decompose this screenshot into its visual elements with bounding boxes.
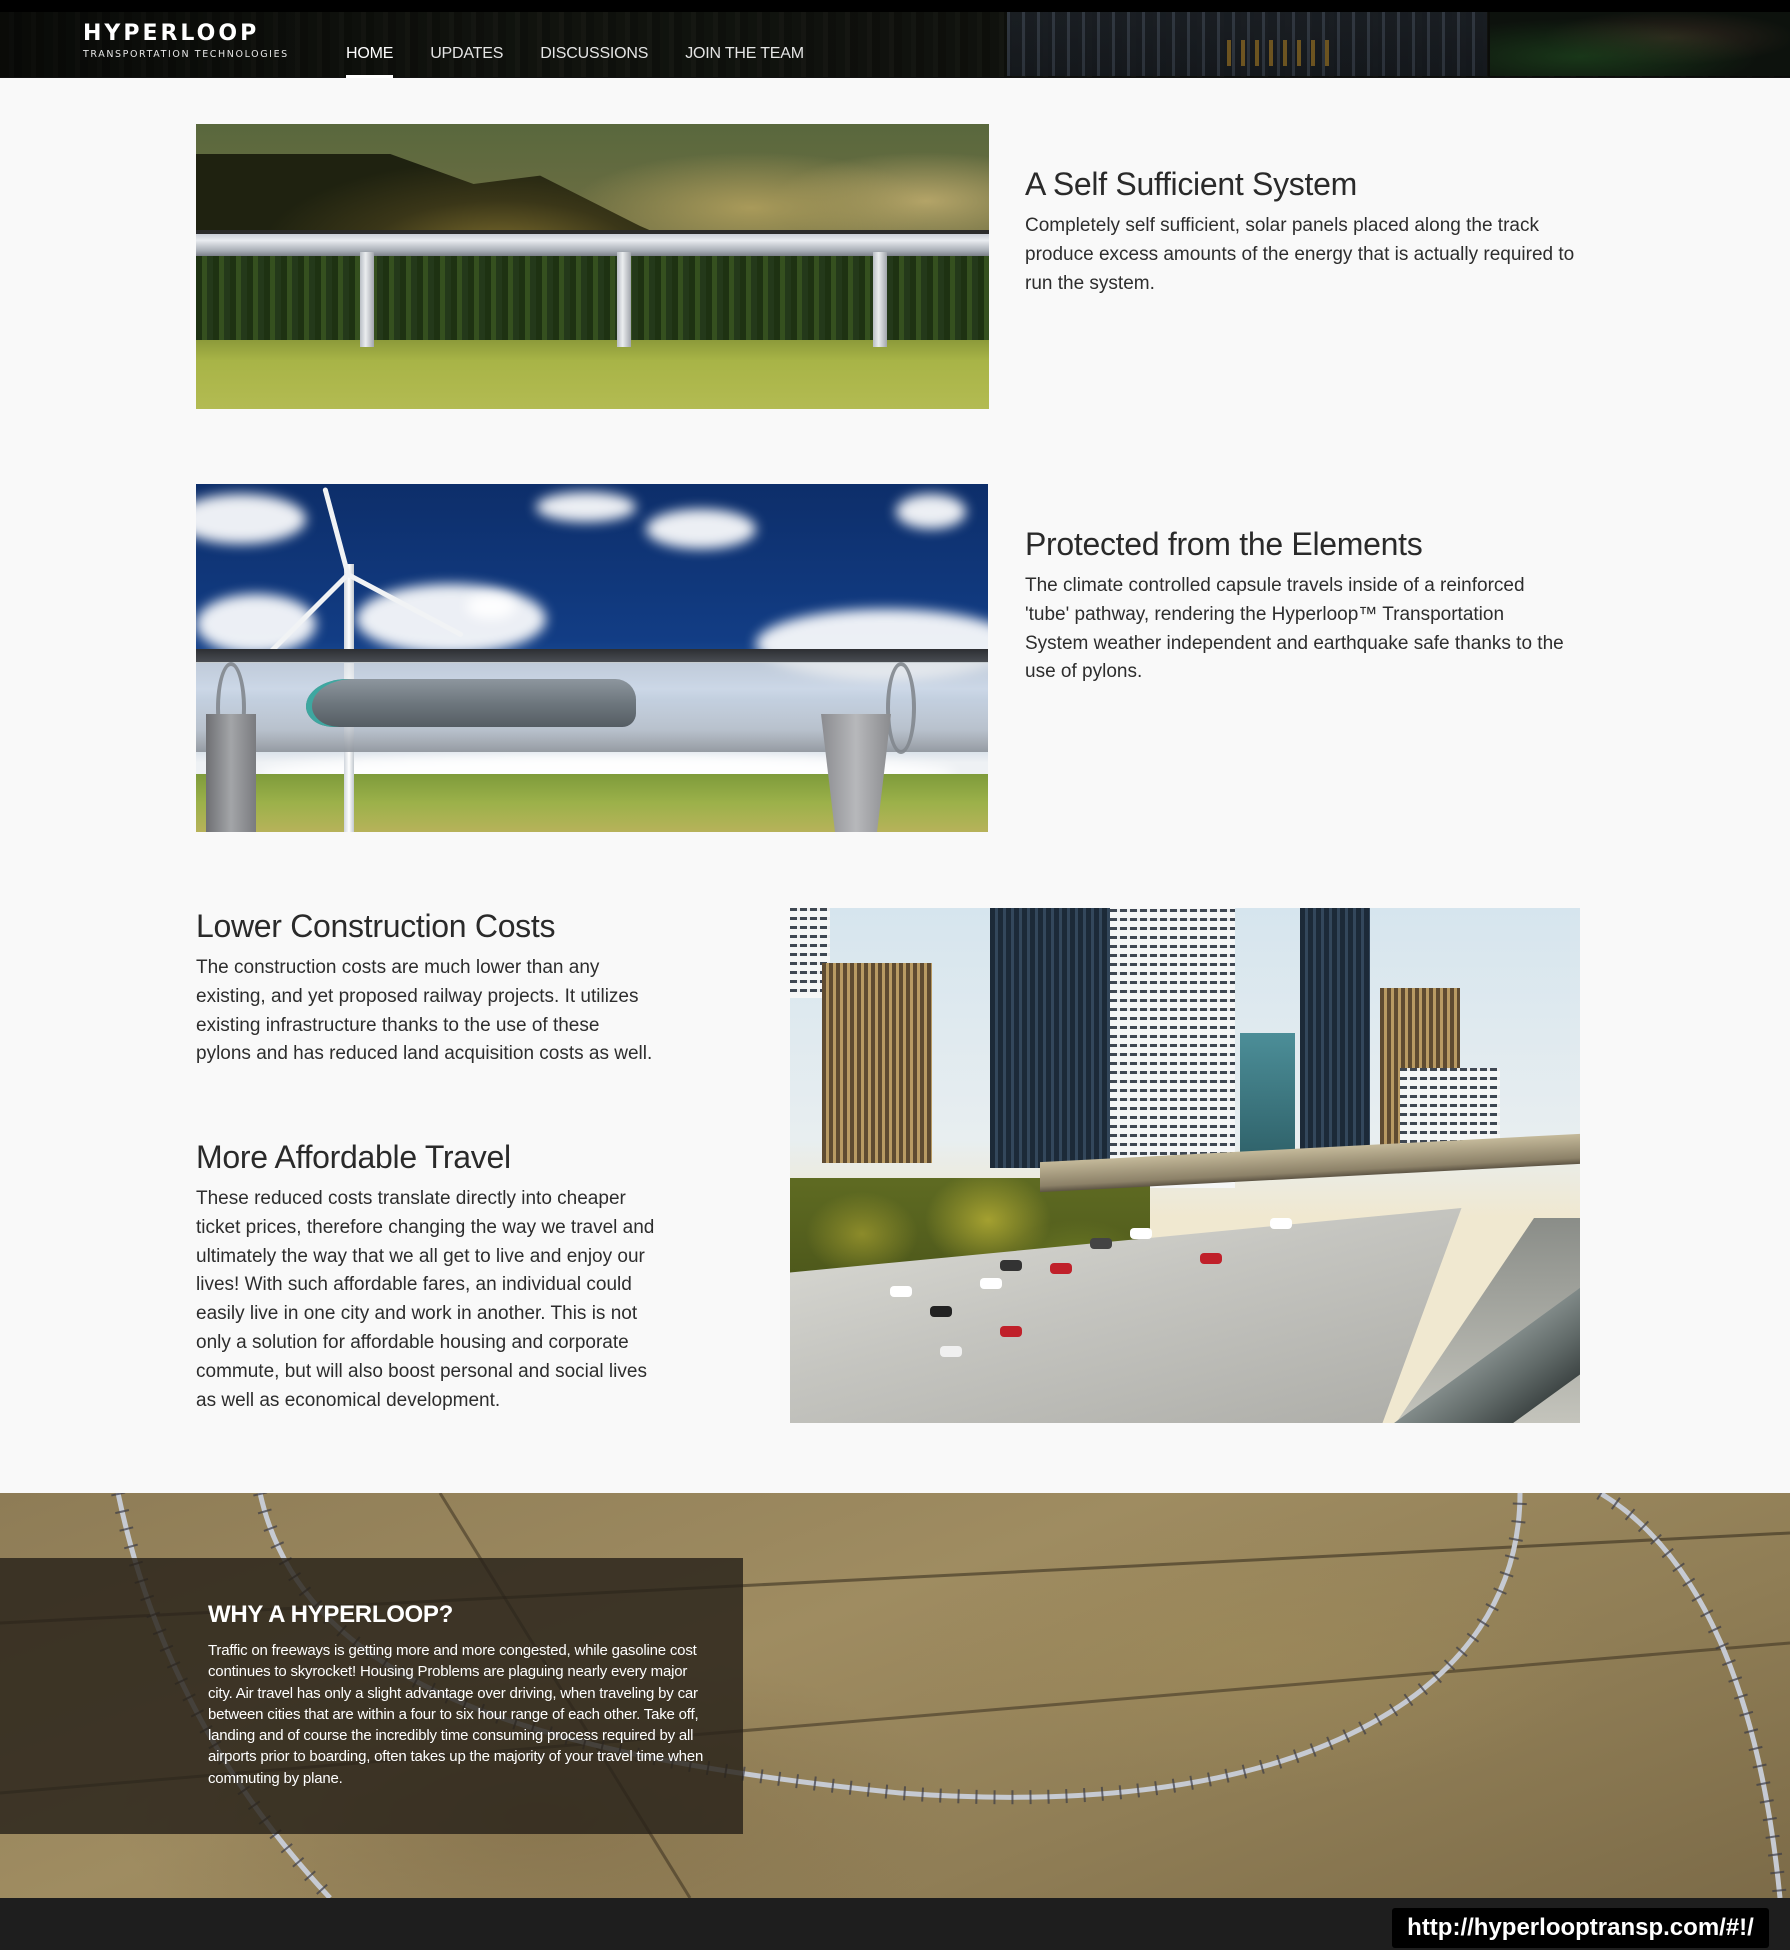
main-nav: [346, 44, 841, 78]
logo-link[interactable]: [83, 22, 293, 64]
feature-body: These reduced costs translate directly into cheaper ticket prices, therefore changing the way we travel and ultimately the way that we all get to live and enjoy our lives! With such affordable fares, an individual could easily live in one city and work in another. This is not only a solution for affordable housing and corporate commute, but will also boost personal and social lives as well as economical development.: [196, 1188, 655, 1411]
nav-updates[interactable]: UPDATES: [430, 45, 504, 62]
feature-protected: [1025, 524, 1565, 687]
nav-home[interactable]: HOME: [346, 44, 393, 78]
feature-title: Protected from the Elements: [1025, 526, 1423, 562]
header-background-building: [1007, 12, 1487, 76]
why-hyperloop-body: Traffic on freeways is getting more and more congested, while gasoline cost continues to skyrocket! Housing Problems are plaguing nearly every major city. Air travel has only a slight advantage over driving, when traveling by car between cities that are within a four to six hour range of each other. Take off, landing and of course the incredibly time consuming process required by all airports prior to boarding, often takes up the majority of your travel time when commuting by plane.: [208, 1642, 704, 1787]
feature-title: Lower Construction Costs: [196, 908, 556, 944]
hyperloop-tube-mountains-photo: [196, 124, 989, 409]
why-hyperloop-panel: [0, 1558, 743, 1834]
hyperloop-pod-wind-turbine-photo: [196, 484, 988, 832]
feature-body: Completely self sufficient, solar panels placed along the track produce excess amounts of the energy that is actually required to run the system.: [1025, 215, 1575, 294]
header-background-trees: [1490, 12, 1790, 76]
feature-self-sufficient: [1025, 164, 1595, 298]
logo-wordmark: HYPERLOOP: [83, 21, 260, 46]
feature-title: More Affordable Travel: [196, 1139, 511, 1175]
feature-affordable-travel: [196, 1137, 656, 1415]
site-header: [0, 0, 1790, 78]
feature-body: The climate controlled capsule travels inside of a reinforced 'tube' pathway, rendering the Hyperloop™ Transportation System weather independent and earthquake safe thanks to the use of pylons.: [1025, 575, 1564, 683]
source-url-label: http://hyperlooptransp.com/#!/: [1392, 1908, 1769, 1948]
feature-lower-costs: [196, 906, 656, 1069]
feature-body: The construction costs are much lower than any existing, and yet proposed railway projects. It utilizes existing infrastructure thanks to the use of these pylons and has reduced land acquisition costs as well.: [196, 957, 653, 1065]
nav-discussions[interactable]: DISCUSSIONS: [540, 45, 649, 62]
logo-tagline: TRANSPORTATION TECHNOLOGIES: [83, 49, 289, 60]
why-hyperloop-section: [0, 1493, 1790, 1898]
why-hyperloop-title: WHY A HYPERLOOP?: [208, 1601, 453, 1628]
hyperloop-city-freeway-photo: [790, 908, 1580, 1423]
nav-join-the-team[interactable]: JOIN THE TEAM: [685, 45, 804, 62]
feature-title: A Self Sufficient System: [1025, 166, 1357, 202]
